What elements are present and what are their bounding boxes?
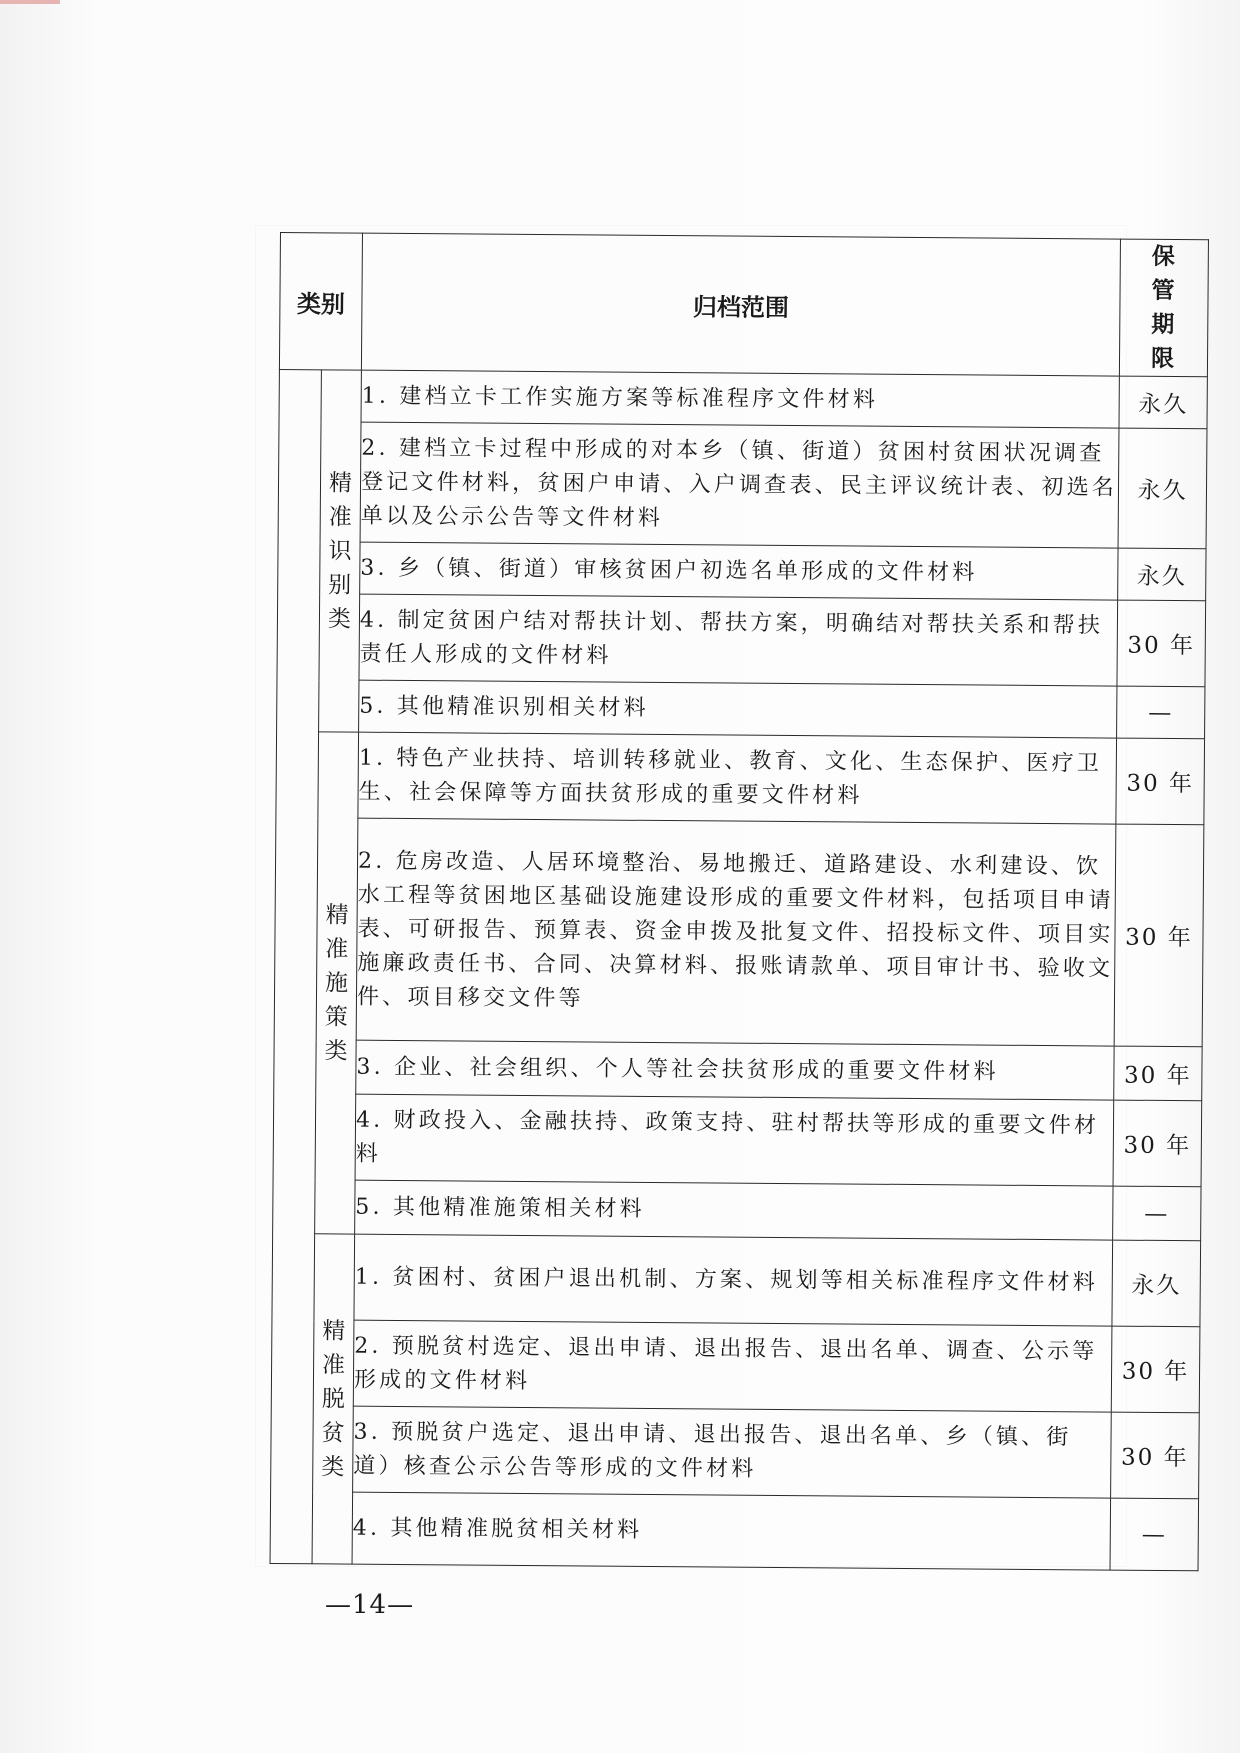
header-period-text: 保管期限	[1150, 243, 1177, 373]
table-row	[277, 593, 1206, 686]
table-row	[273, 1093, 1202, 1186]
group-label-policy: 精准施策类	[315, 732, 359, 1234]
period-cell: 30 年	[1117, 600, 1206, 687]
table-row	[271, 1319, 1200, 1412]
header-period	[1119, 239, 1208, 377]
table-row	[273, 1179, 1201, 1240]
period-cell: 30 年	[1111, 1326, 1200, 1413]
scope-cell: 1. 特色产业扶持、培训转移就业、教育、文化、生态保护、医疗卫生、社会保障等方面扶贫形成的重要文件材料	[358, 732, 1117, 824]
table-row	[270, 1491, 1199, 1570]
scope-cell: 5. 其他精准识别相关材料	[359, 680, 1117, 738]
period-cell: 永久	[1112, 1240, 1201, 1327]
table-row	[277, 679, 1205, 738]
period-cell: 永久	[1118, 548, 1206, 601]
period-cell: —	[1110, 1498, 1199, 1571]
scope-cell: 1. 建档立卡工作实施方案等标准程序文件材料	[361, 370, 1119, 428]
group-label-exit: 精准脱贫类	[312, 1234, 355, 1564]
table-row	[272, 1233, 1201, 1326]
table-row	[271, 1405, 1200, 1498]
archive-scope-table	[270, 232, 1209, 1571]
period-cell: 30 年	[1114, 1046, 1202, 1101]
header-scope: 归档范围	[361, 233, 1120, 376]
period-cell: 永久	[1118, 428, 1207, 549]
scope-cell: 4. 其他精准脱贫相关材料	[352, 1492, 1111, 1570]
table-row	[274, 1039, 1202, 1100]
period-cell: —	[1117, 686, 1205, 739]
scope-cell: 1. 贫困村、贫困户退出机制、方案、规划等相关标准程序文件材料	[354, 1234, 1113, 1326]
period-cell: 30 年	[1111, 1412, 1200, 1499]
period-cell: 30 年	[1116, 738, 1205, 825]
period-cell: —	[1113, 1186, 1201, 1241]
table-header-row	[279, 233, 1208, 377]
scan-edge-mark	[0, 0, 60, 4]
period-cell: 30 年	[1114, 824, 1204, 1047]
table-row	[276, 731, 1205, 824]
scope-cell: 3. 预脱贫户选定、退出申请、退出报告、退出名单、乡（镇、街道）核查公示公告等形成的文件材料	[353, 1406, 1112, 1498]
scope-cell: 2. 建档立卡过程中形成的对本乡（镇、街道）贫困村贫困状况调查登记文件材料，贫困户申请、入户调查表、民主评议统计表、初选名单以及公示公告等文件材料	[360, 422, 1119, 548]
table-row	[278, 421, 1207, 548]
period-cell: 30 年	[1113, 1100, 1202, 1187]
group-label-identification: 精准识别类	[319, 370, 362, 732]
scope-cell: 3. 企业、社会组织、个人等社会扶贫形成的重要文件材料	[356, 1040, 1114, 1100]
scope-cell: 3. 乡（镇、街道）审核贫困户初选名单形成的文件材料	[360, 542, 1118, 600]
table-row	[274, 817, 1204, 1046]
table-row	[279, 369, 1207, 428]
period-cell: 永久	[1119, 376, 1207, 429]
scope-cell: 2. 危房改造、人居环境整治、易地搬迁、道路建设、水利建设、饮水工程等贫困地区基础设施建设形成的重要文件材料，包括项目申请表、可研报告、预算表、资金申拨及批复文件、招投标文件、项目实施廉政责任书、合同、决算材料、报账请款单、项目审计书、验收文件、项目移交文件等	[356, 818, 1116, 1046]
page-number: —14—	[325, 1590, 415, 1620]
scope-cell: 4. 制定贫困户结对帮扶计划、帮扶方案，明确结对帮扶关系和帮扶责任人形成的文件材料	[359, 594, 1118, 686]
header-category: 类别	[279, 233, 362, 371]
scope-cell: 5. 其他精准施策相关材料	[355, 1180, 1113, 1240]
scope-cell: 4. 财政投入、金融扶持、政策支持、驻村帮扶等形成的重要文件材料	[355, 1094, 1114, 1186]
scope-cell: 2. 预脱贫村选定、退出申请、退出报告、退出名单、调查、公示等形成的文件材料	[353, 1320, 1112, 1412]
table-row	[278, 541, 1206, 600]
